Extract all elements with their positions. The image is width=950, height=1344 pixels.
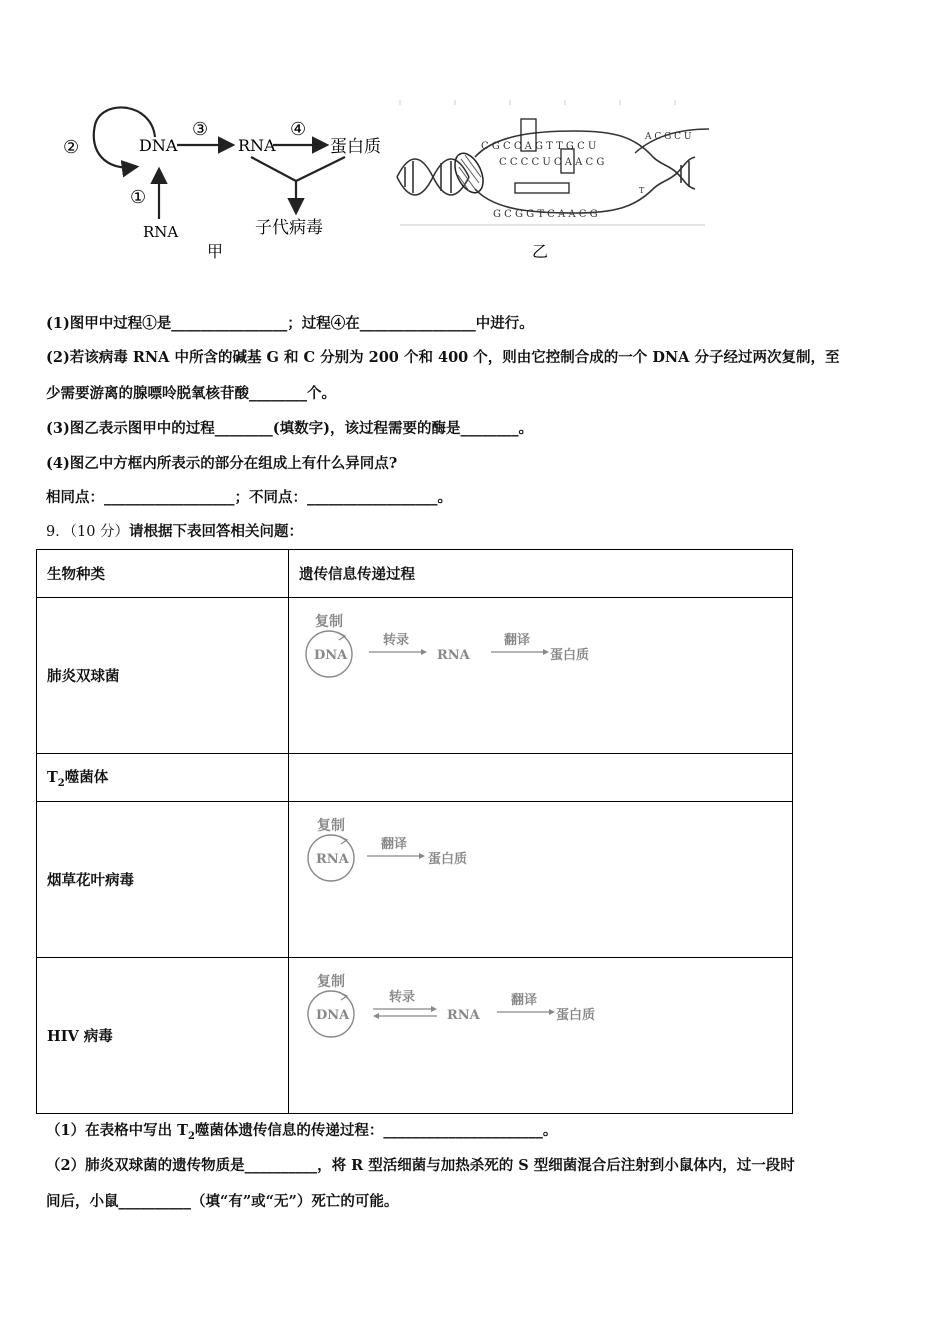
rna-label: RNA	[447, 1008, 480, 1023]
table-row	[37, 802, 793, 958]
progeny-node: 子代病毒	[255, 218, 323, 238]
central-dogma-diagram-rna	[301, 812, 611, 887]
protein-label: 蛋白质	[550, 648, 590, 663]
header-process: 遗传信息传递过程	[289, 550, 793, 598]
process-1-mark: ①	[130, 187, 147, 208]
organism-t2-phage	[37, 754, 289, 802]
dna-label: DNA	[314, 648, 348, 663]
enzyme-ellipse	[449, 149, 489, 197]
sub-question-1-prefix: （1）在表格中写出 T	[46, 1122, 188, 1139]
replicate-label: 复制	[315, 614, 343, 630]
process-4-mark: ④	[290, 119, 307, 140]
central-dogma-diagram-retro	[301, 966, 611, 1041]
question-9-title	[46, 520, 303, 541]
rna-tail-bases: A C G C U	[645, 132, 692, 142]
sub-question-1-suffix: 噬菌体遗传信息的传递过程：______________________。	[194, 1122, 558, 1139]
protein-label: 蛋白质	[556, 1008, 596, 1023]
sub-question-1-subscript: 2	[187, 1130, 195, 1142]
t2-prefix: T	[47, 769, 58, 787]
protein-label: 蛋白质	[428, 852, 468, 867]
t2-suffix: 噬菌体	[64, 769, 109, 787]
assembly-lines	[251, 157, 345, 211]
genetic-info-table	[36, 549, 793, 1114]
figure-jia	[55, 95, 400, 265]
central-dogma-diagram-dna	[301, 608, 611, 683]
table-row	[37, 958, 793, 1114]
t2-subscript: 2	[57, 777, 65, 789]
transcribe-label: 转录	[389, 990, 416, 1005]
dna-label: DNA	[316, 1008, 350, 1023]
table-header-row	[37, 550, 793, 598]
question-8-part-4: (4)图乙中方框内所表示的部分在组成上有什么异同点?	[46, 455, 398, 472]
translate-label: 翻译	[511, 993, 538, 1008]
question-8-part-4-answer: 相同点：__________________；不同点：__________________。	[46, 489, 452, 506]
tail-t-mark: T	[639, 186, 645, 195]
process-2-mark: ②	[63, 137, 80, 158]
dna-node: DNA	[139, 136, 178, 155]
replicate-label: 复制	[317, 974, 345, 990]
sub-question-1	[46, 1119, 557, 1142]
process-cell-hiv	[289, 958, 793, 1114]
rna-label: RNA	[437, 648, 470, 663]
process-3-mark: ③	[192, 119, 209, 140]
rna-label: RNA	[316, 852, 349, 867]
replicate-label: 复制	[317, 818, 345, 834]
question-8-part-1: (1)图甲中过程①是________________；过程④在________________中进行。	[46, 315, 534, 332]
process-cell-pneumococcus	[289, 598, 793, 754]
bottom-strand-bases: G C G G T C A A C G	[493, 209, 598, 220]
organism-tmv: 烟草花叶病毒	[37, 802, 289, 958]
top-strand-bases: C G C C A G T T G C U	[481, 141, 597, 152]
rna-polymerase-bar	[515, 183, 569, 193]
question-9-number: 9．（10 分）	[46, 524, 130, 540]
organism-pneumococcus: 肺炎双球菌	[37, 598, 289, 754]
header-organism: 生物种类	[37, 550, 289, 598]
figure-yi-label: 乙	[532, 242, 549, 261]
transcribe-label: 转录	[383, 633, 410, 648]
rna-strand-bases: C C C C U C A A C G	[499, 157, 605, 168]
right-dna-helix	[653, 157, 695, 189]
question-8-part-2-line-2: 少需要游离的腺嘌呤脱氧核苷酸________个。	[46, 385, 336, 402]
process-cell-t2-phage-empty[interactable]	[289, 754, 793, 802]
sub-question-2-line-1: （2）肺炎双球菌的遗传物质是__________，将 R 型活细菌与加热杀死的 S 型细菌混合后注射到小鼠体内，过一段时	[46, 1157, 795, 1174]
table-row	[37, 598, 793, 754]
rna-source-node: RNA	[143, 223, 179, 241]
sub-question-2-line-2: 间后，小鼠__________（填“有”或“无”）死亡的可能。	[46, 1193, 399, 1210]
table-row	[37, 754, 793, 802]
figure-yi	[395, 95, 715, 265]
process-cell-tmv	[289, 802, 793, 958]
question-8-part-2-line-1: (2)若该病毒 RNA 中所含的碱基 G 和 C 分别为 200 个和 400 个，则由它控制合成的一个 DNA 分子经过两次复制，至	[46, 349, 840, 366]
translate-label: 翻译	[504, 633, 531, 648]
question-9-prompt: 请根据下表回答相关问题：	[129, 523, 304, 540]
protein-node: 蛋白质	[330, 137, 381, 157]
translate-label: 翻译	[381, 837, 408, 852]
figure-jia-label: 甲	[207, 242, 224, 261]
rna-node: RNA	[238, 136, 276, 155]
organism-hiv: HIV 病毒	[37, 958, 289, 1114]
question-8-part-3: (3)图乙表示图甲中的过程________(填数字)，该过程需要的酶是________。	[46, 420, 534, 437]
